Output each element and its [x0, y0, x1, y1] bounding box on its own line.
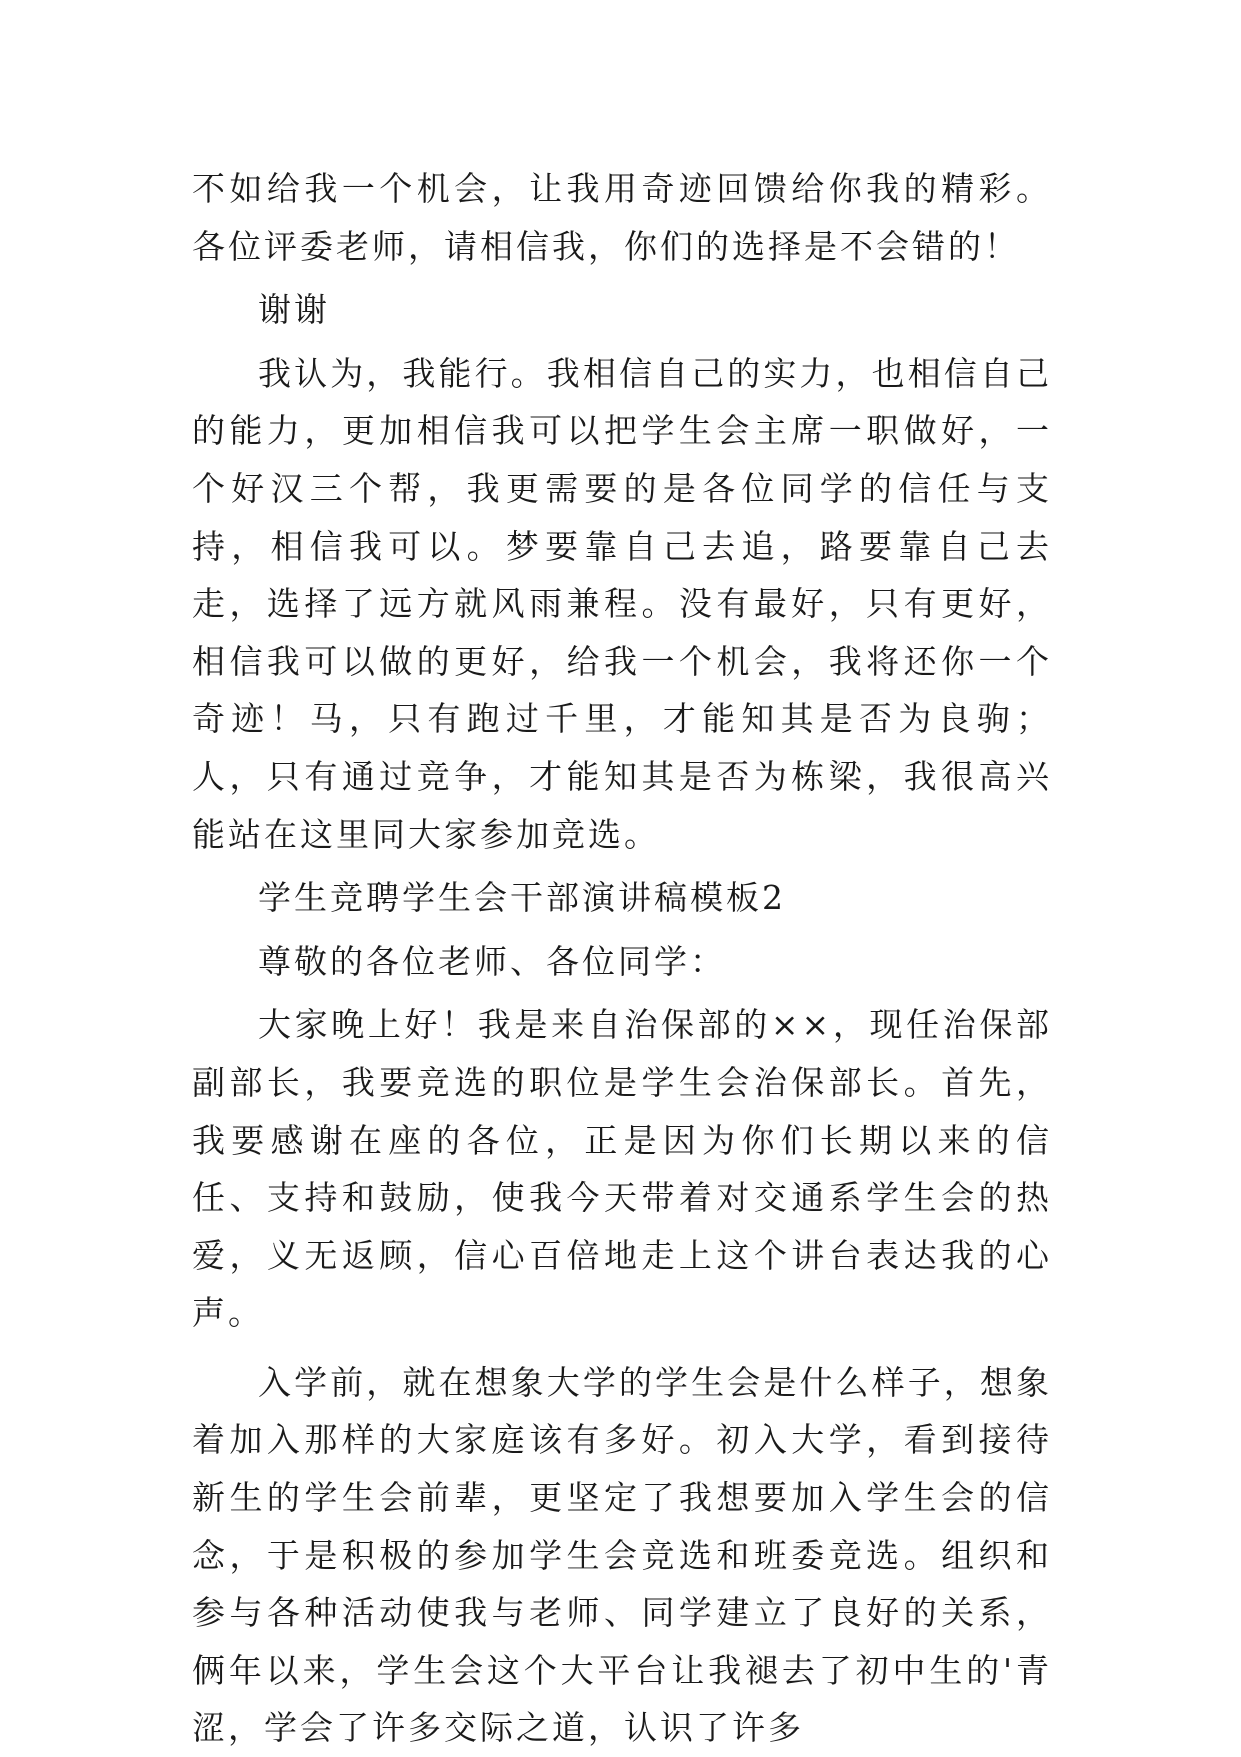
document-body	[192, 160, 1052, 1757]
paragraph-before-enrollment: 入学前，就在想象大学的学生会是什么样子，想象着加入那样的大家庭该有多好。初入大学，看到接待新生的学生会前辈，更坚定了我想要加入学生会的信念，于是积极的参加学生会竞选和班委竞选。组织和参与各种活动使我与老师、同学建立了良好的关系，俩年以来，学生会这个大平台让我褪去了初中生的'青涩，学会了许多交际之道，认识了许多	[192, 1362, 1052, 1748]
paragraph-i-can-do-it: 我认为，我能行。我相信自己的实力，也相信自己的能力，更加相信我可以把学生会主席一职做好，一个好汉三个帮，我更需要的是各位同学的信任与支持，相信我可以。梦要靠自己去追，路要靠自己去走，选择了远方就风雨兼程。没有最好，只有更好，相信我可以做的更好，给我一个机会，我将还你一个奇迹！马，只有跑过千里，才能知其是否为良驹；人，只有通过竞争，才能知其是否为栋梁，我很高兴能站在这里同大家参加竞选。	[192, 353, 1052, 854]
salutation: 尊敬的各位老师、各位同学：	[258, 941, 726, 981]
section-heading: 学生竞聘学生会干部演讲稿模板2	[258, 878, 786, 918]
paragraph-introduction: 大家晚上好！我是来自治保部的××，现任治保部副部长，我要竞选的职位是学生会治保部长。首先，我要感谢在座的各位，正是因为你们长期以来的信任、支持和鼓励，使我今天带着对交通系学生会的热爱，义无返顾，信心百倍地走上这个讲台表达我的心声。	[192, 1005, 1052, 1333]
paragraph-thanks: 谢谢	[258, 290, 330, 330]
paragraph-closing-appeal: 不如给我一个机会，让我用奇迹回馈给你我的精彩。各位评委老师，请相信我，你们的选择是不会错的！	[192, 169, 1052, 266]
